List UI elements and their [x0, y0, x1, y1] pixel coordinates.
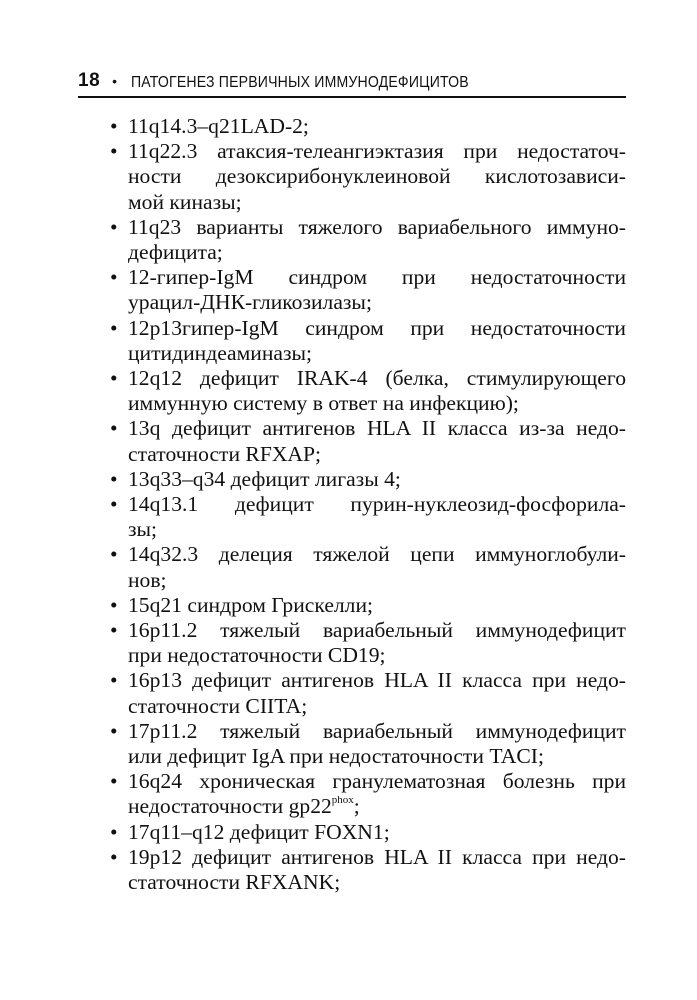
- list-item-line: 11q23 варианты тяжелого вариабельного иммуно-: [128, 214, 626, 239]
- list-item-line: нов;: [128, 567, 167, 592]
- list-item: [110, 542, 626, 592]
- bullet-icon: •: [110, 315, 118, 340]
- line-tail: ;: [353, 794, 360, 819]
- list-item-line: 16p13 дефицит антигенов HLA II класса при недо-: [128, 668, 626, 693]
- list-item-line: цитидиндеаминазы;: [128, 340, 313, 365]
- list-item: [110, 668, 626, 718]
- list-item-line: [128, 794, 626, 819]
- list-item: [110, 618, 626, 668]
- superscript: phox: [331, 794, 354, 807]
- list-item-line: статочности RFXANK;: [128, 870, 341, 895]
- list-item: [110, 593, 626, 618]
- list-item-line: 12p13гипер-IgM синдром при недостаточности: [128, 315, 626, 340]
- bullet-icon: •: [110, 718, 118, 743]
- bullet-icon: •: [110, 265, 118, 290]
- list-item-line: 13q дефицит антигенов HLA II класса из-за недо-: [128, 416, 626, 441]
- list-item-line: 14q32.3 делеция тяжелой цепи иммуноглобули-: [128, 542, 626, 567]
- list-item: [110, 265, 626, 315]
- bullet-icon: •: [110, 542, 118, 567]
- list-item-line: мой киназы;: [128, 189, 242, 214]
- list-item: [110, 366, 626, 416]
- list-item-line: 16p11.2 тяжелый вариабельный иммунодефицит: [128, 618, 626, 643]
- list-item-line: статочности RFXAP;: [128, 441, 322, 466]
- list-item: [110, 820, 626, 845]
- list-item-line: 11q22.3 атаксия-телеангиэктазия при недостаточ-: [128, 139, 626, 164]
- bullet-icon: •: [110, 819, 118, 844]
- list-item-line: 19p12 дефицит антигенов HLA II класса при недо-: [128, 844, 626, 869]
- list-item: [110, 467, 626, 492]
- list-item-line: 12q12 дефицит IRAK-4 (белка, стимулирующего: [128, 366, 626, 391]
- list-item: [110, 492, 626, 542]
- bullet-icon: •: [110, 668, 118, 693]
- list-item-line: 15q21 синдром Грискелли;: [128, 592, 374, 617]
- list-item: [110, 215, 626, 265]
- list-item: [110, 416, 626, 466]
- list-item: [110, 316, 626, 366]
- list-item-line: ности дезоксирибонуклеиновой кислотозависи-: [128, 164, 626, 189]
- running-title: ПАТОГЕНЕЗ ПЕРВИЧНЫХ ИММУНОДЕФИЦИТОВ: [131, 74, 469, 91]
- bullet-icon: •: [110, 618, 118, 643]
- list-item-line: иммунную систему в ответ на инфекцию);: [128, 391, 519, 416]
- list-item-line: 13q33–q34 дефицит лигазы 4;: [128, 466, 401, 491]
- page-number: 18: [78, 70, 101, 91]
- bullet-icon: •: [110, 844, 118, 869]
- running-header: [78, 64, 626, 98]
- list-item-line: урацил-ДНК-гликозилазы;: [128, 290, 372, 315]
- bullet-icon: •: [110, 769, 118, 794]
- bullet-icon: •: [110, 214, 118, 239]
- bullet-list: [110, 114, 626, 895]
- list-item-line: зы;: [128, 517, 158, 542]
- list-item-line: 17p11.2 тяжелый вариабельный иммунодефицит: [128, 718, 626, 743]
- list-item: [110, 114, 626, 139]
- bullet-icon: •: [110, 492, 118, 517]
- line-text: недостаточности gp22: [128, 794, 332, 819]
- list-item-line: 14q13.1 дефицит пурин-нуклеозид-фосфорила-: [128, 492, 626, 517]
- list-item: [110, 719, 626, 769]
- list-item-line: дефицита;: [128, 240, 223, 265]
- bullet-icon: •: [110, 139, 118, 164]
- list-item-line: 11q14.3–q21LAD-2;: [128, 114, 309, 138]
- list-item: [110, 845, 626, 895]
- list-item-line: 12-гипер-IgM синдром при недостаточности: [128, 265, 626, 290]
- bullet-icon: •: [110, 466, 118, 491]
- list-item-line: или дефицит IgA при недостаточности TACI;: [128, 744, 544, 769]
- bullet-icon: •: [110, 366, 118, 391]
- list-item-line: статочности CIITA;: [128, 693, 308, 718]
- list-item: [110, 139, 626, 215]
- list-item: [110, 769, 626, 819]
- list-item-line: при недостаточности CD19;: [128, 643, 386, 668]
- bullet-icon: •: [110, 592, 118, 617]
- bullet-icon: •: [110, 114, 118, 138]
- list-item-line: 17q11–q12 дефицит FOXN1;: [128, 819, 390, 844]
- header-separator: •: [112, 73, 118, 89]
- bullet-icon: •: [110, 416, 118, 441]
- list-item-line: 16q24 хроническая гранулематозная болезнь при: [128, 769, 626, 794]
